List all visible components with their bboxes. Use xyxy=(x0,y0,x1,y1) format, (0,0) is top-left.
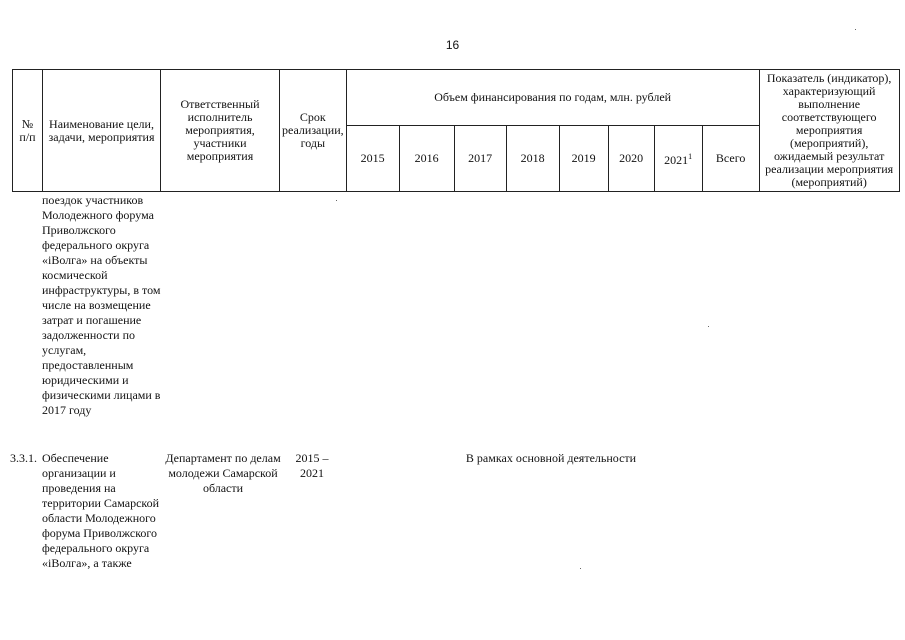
row-number: 3.3.1. xyxy=(10,451,37,465)
header-num: № п/п xyxy=(13,70,43,192)
row-executor: Департамент по делам молодежи Самарской области xyxy=(165,451,281,495)
header-year-2016: 2016 xyxy=(399,126,454,192)
footnote-marker: 1 xyxy=(688,152,693,161)
scan-speck xyxy=(855,29,856,30)
header-year-2021 xyxy=(654,126,702,192)
row-name: Обеспечение организации и проведения на территории Самарской области Молодежного форума Приволжского федерального округа «iВолга», а также xyxy=(42,451,160,570)
scan-speck xyxy=(708,326,709,327)
header-name: Наименование цели, задачи, мероприятия xyxy=(43,70,161,192)
header-year-2019: 2019 xyxy=(559,126,608,192)
header-year-2015: 2015 xyxy=(346,126,399,192)
row-funding-note: В рамках основной деятельности xyxy=(465,451,637,465)
header-total: Всего xyxy=(702,126,759,192)
year-2021-value: 2021 xyxy=(664,153,689,167)
header-year-2020: 2020 xyxy=(608,126,654,192)
header-term: Срок реализации, годы xyxy=(280,70,347,192)
header-funding: Объем финансирования по годам, млн. рублей xyxy=(346,70,759,126)
header-year-2017: 2017 xyxy=(454,126,506,192)
header-indicator: Показатель (индикатор), характеризующий выполнение соответствующего мероприятия (мероприятий), ожидаемый результат реализации мероприятия (мероприятий) xyxy=(759,70,899,192)
row-term: 2015 – 2021 xyxy=(295,451,329,480)
header-year-2018: 2018 xyxy=(506,126,559,192)
scan-speck xyxy=(580,568,581,569)
continuation-text: поездок участников Молодежного форума Приволжского федерального округа «iВолга» на объекты космической инфраструктуры, в том числе на возмещение затрат и погашение задолженности по услугам, предоставленным юридическими и физическими лицами в 2017 году xyxy=(42,193,161,417)
header-executor: Ответственный исполнитель мероприятия, участники мероприятия xyxy=(161,70,280,192)
page-number: 16 xyxy=(445,38,460,52)
header-table xyxy=(12,69,900,192)
scan-speck xyxy=(336,200,337,201)
